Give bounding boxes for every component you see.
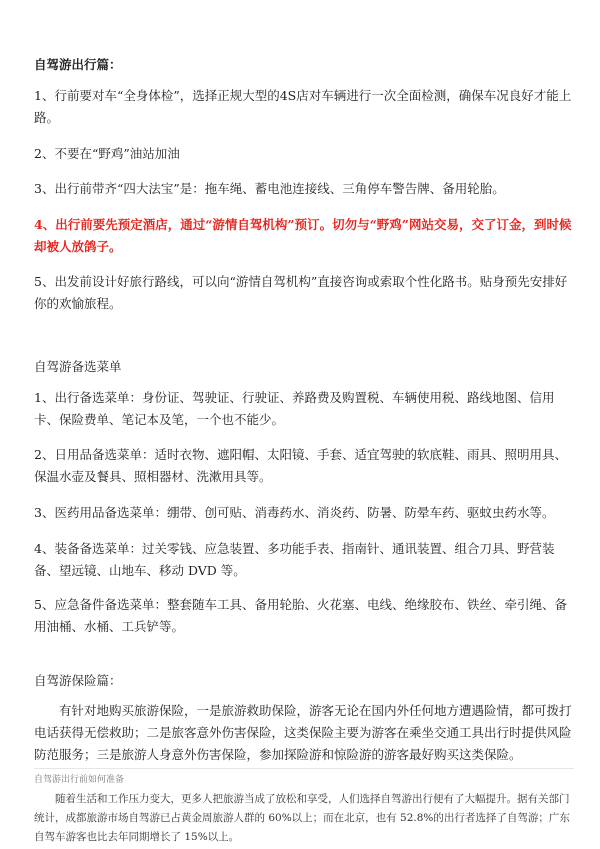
preparation-caption: 自驾游出行前如何准备 <box>34 774 125 785</box>
divider <box>34 768 574 769</box>
travel-item-5: 5、出发前设计好旅行路线，可以向“游情自驾机构”直接咨询或索取个性化路书。贴身预先安排好你的欢愉旅程。 <box>34 273 568 311</box>
section-title-insurance: 自驾游保险篇： <box>34 672 122 688</box>
travel-item-3: 3、出行前带齐“四大法宝”是：拖车绳、蓄电池连接线、三角停车警告牌、备用轮胎。 <box>34 181 505 197</box>
travel-item-4-highlight: 4、出行前要先预定酒店，通过“游情自驾机构”预订。切勿与“野鸡”网站交易，交了订金，到时候却被人放鸽子。 <box>34 216 572 254</box>
section-title-self-drive-travel: 自驾游出行篇： <box>34 56 122 72</box>
insurance-paragraph: 有针对地购买旅游保险，一是旅游救助保险，游客无论在国内外任何地方遭遇险情，都可拨打电话获得无偿救助；二是旅客意外伤害保险，这类保险主要为游客在乘坐交通工具出行时提供风险防范服务；三是旅游人身意外伤害保险，参加探险游和惊险游的游客最好购买这类保险。 <box>34 703 572 763</box>
checklist-item-1: 1、出行备选菜单：身份证、驾驶证、行驶证、养路费及购置税、车辆使用税、路线地图、信用卡、保险费单、笔记本及笔，一个也不能少。 <box>34 390 555 428</box>
travel-item-1: 1、行前要对车“全身体检”，选择正规大型的4S店对车辆进行一次全面检测，确保车况良好才能上路。 <box>34 87 572 125</box>
checklist-item-4: 4、装备备选菜单：过关零钱、应急装置、多功能手表、指南针、通讯装置、组合刀具、野营装备、望远镜、山地车、移动 DVD 等。 <box>34 540 555 578</box>
checklist-item-3: 3、医药用品备选菜单：绷带、创可贴、消毒药水、消炎药、防暑、防晕车药、驱蚊虫药水等。 <box>34 504 555 520</box>
checklist-item-5: 5、应急备件备选菜单：整套随车工具、备用轮胎、火花塞、电线、绝缘胶布、铁丝、牵引绳、备用油桶、水桶、工兵铲等。 <box>34 597 567 635</box>
preparation-paragraph: 随着生活和工作压力变大，更多人把旅游当成了放松和享受，人们选择自驾游出行便有了大幅提升。据有关部门统计，成都旅游市场自驾游已占黄金周旅游人群的 60%以上；而在北京，也有 52.8%的出行者选择了自驾游；广东自驾车游客也比去年同期增长了 15%以上。 <box>34 793 570 844</box>
travel-item-2: 2、不要在“野鸡”油站加油 <box>34 145 180 161</box>
section-title-checklist: 自驾游备选菜单 <box>34 358 122 374</box>
checklist-item-2: 2、日用品备选菜单：适时衣物、遮阳帽、太阳镜、手套、适宜驾驶的软底鞋、雨具、照明用具、保温水壶及餐具、照相器材、洗漱用具等。 <box>34 447 567 485</box>
